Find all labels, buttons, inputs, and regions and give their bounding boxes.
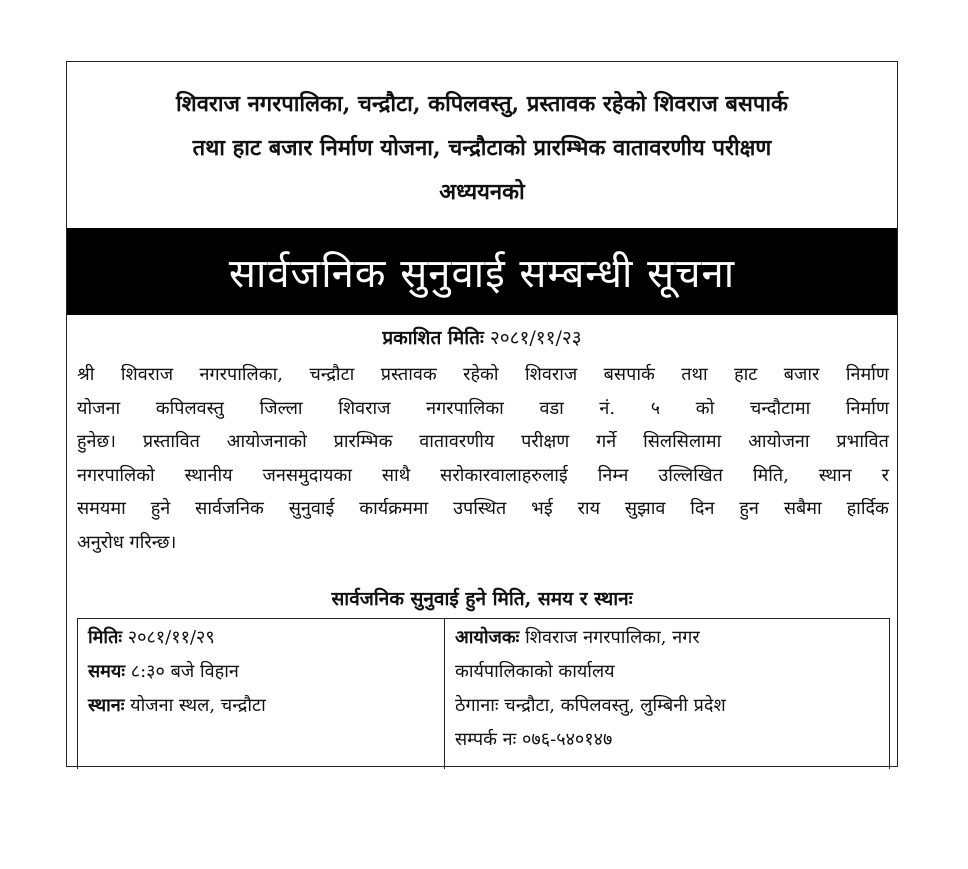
body-word: सुझाव bbox=[624, 498, 666, 519]
body-word: हाट bbox=[734, 364, 758, 385]
hearing-subheading: सार्वजनिक सुनुवाई हुने मिति, समय र स्थानः bbox=[331, 588, 633, 610]
body-word: प्रस्तावक bbox=[380, 364, 437, 385]
body-word: निर्माण bbox=[845, 364, 889, 385]
body-word: स्थान bbox=[818, 464, 852, 486]
hearing-details-table bbox=[77, 618, 890, 769]
place-row bbox=[88, 689, 444, 723]
body-word: हार्दिक bbox=[846, 498, 889, 519]
body-word: निर्माण bbox=[845, 397, 889, 419]
date-row bbox=[88, 621, 444, 655]
public-notice bbox=[66, 61, 898, 767]
contact-row bbox=[455, 723, 889, 757]
body-word: हुने bbox=[150, 498, 171, 519]
body-word: हुनेछ। bbox=[77, 431, 116, 452]
details-left-column bbox=[78, 619, 445, 769]
published-label: प्रकाशित मितिः bbox=[382, 327, 484, 349]
body-word: वडा bbox=[539, 397, 564, 419]
body-word: जनसमुदायका bbox=[262, 464, 352, 486]
body-word: सिलसिलामा bbox=[643, 431, 722, 452]
body-word: नगरपालिका, bbox=[199, 364, 283, 385]
body-word: सबैमा bbox=[783, 498, 822, 519]
body-word: प्रभावित bbox=[836, 431, 889, 452]
body-word: शिवराज bbox=[524, 364, 578, 385]
body-word: मिति, bbox=[752, 464, 789, 486]
banner-title: सार्वजनिक सुनुवाई सम्बन्धी सूचना bbox=[228, 251, 736, 297]
organizer-value-continued: कार्यपालिकाको कार्यालय bbox=[455, 661, 615, 682]
body-word: बसपार्क bbox=[603, 364, 655, 385]
body-word: सरोकारवालाहरुलाई bbox=[440, 464, 568, 486]
published-value: २०८१/११/२३ bbox=[489, 327, 582, 349]
notice-heading bbox=[67, 82, 897, 214]
body-word: सुनुवाई bbox=[288, 498, 335, 519]
body-word: श्री bbox=[77, 364, 95, 385]
body-word: ५ bbox=[650, 397, 661, 419]
date-label: मितिः bbox=[88, 627, 122, 648]
place-value: योजना स्थल, चन्द्रौटा bbox=[130, 695, 266, 716]
body-word: चन्द्रौटा bbox=[309, 364, 355, 385]
body-word: प्रस्तावित bbox=[142, 431, 200, 452]
body-word: आयोजना bbox=[748, 431, 810, 452]
heading-line-2: तथा हाट बजार निर्माण योजना, चन्द्रौटाको प्रारम्भिक वातावरणीय परीक्षण bbox=[192, 135, 772, 161]
body-line bbox=[77, 392, 889, 426]
body-word: कार्यक्रममा bbox=[359, 498, 429, 519]
body-word: समयमा bbox=[77, 498, 126, 519]
body-word: भई bbox=[531, 498, 553, 519]
body-word: बजार bbox=[783, 364, 820, 385]
body-word: गर्ने bbox=[596, 431, 617, 452]
address-label: ठेगानाः bbox=[455, 695, 499, 716]
body-line bbox=[77, 358, 889, 392]
details-right-column bbox=[445, 619, 889, 769]
body-line bbox=[77, 459, 889, 493]
body-word: उपस्थित bbox=[453, 498, 507, 519]
body-word: उल्लिखित bbox=[658, 464, 723, 486]
body-line-last: अनुरोध गरिन्छ। bbox=[77, 531, 177, 553]
organizer-row-continued bbox=[455, 655, 889, 689]
body-word: आयोजनाको bbox=[226, 431, 307, 452]
body-word: परीक्षण bbox=[521, 431, 570, 452]
date-value: २०८१/११/२९ bbox=[127, 627, 215, 648]
body-word: नं. bbox=[599, 397, 616, 419]
organizer-value: शिवराज नगरपालिका, नगर bbox=[525, 627, 700, 648]
body-word: को bbox=[695, 397, 715, 419]
body-word: नगरपालिका bbox=[426, 397, 504, 419]
body-word: हुन bbox=[739, 498, 759, 519]
body-word: प्रारम्भिक bbox=[333, 431, 393, 452]
place-label: स्थानः bbox=[88, 695, 125, 716]
time-row bbox=[88, 655, 444, 689]
heading-line-1: शिवराज नगरपालिका, चन्द्रौटा, कपिलवस्तु, प्रस्तावक रहेको शिवराज बसपार्क bbox=[176, 91, 788, 117]
body-word: साथै bbox=[381, 464, 411, 486]
body-word: दिन bbox=[690, 498, 715, 519]
body-word: रहेको bbox=[463, 364, 499, 385]
body-line bbox=[77, 492, 889, 526]
organizer-label: आयोजकः bbox=[455, 627, 520, 648]
body-word: तथा bbox=[681, 364, 708, 385]
body-line bbox=[77, 425, 889, 459]
address-value: चन्द्रौटा, कपिलवस्तु, लुम्बिनी प्रदेश bbox=[504, 695, 726, 716]
body-word: जिल्ला bbox=[259, 397, 303, 419]
heading-line-3: अध्ययनको bbox=[439, 179, 525, 205]
body-word: वातावरणीय bbox=[419, 431, 495, 452]
body-word: कपिलवस्तु bbox=[155, 397, 224, 419]
body-word: निम्न bbox=[597, 464, 629, 486]
time-label: समयः bbox=[88, 661, 126, 682]
body-word: शिवराज bbox=[338, 397, 391, 419]
time-value: ८:३० बजे विहान bbox=[130, 661, 239, 682]
address-row bbox=[455, 689, 889, 723]
body-word: सार्वजनिक bbox=[195, 498, 264, 519]
contact-value: ०७६-५४०१४७ bbox=[522, 729, 613, 750]
body-word: र bbox=[881, 464, 889, 486]
body-word: नगरपालिको bbox=[77, 464, 155, 486]
organizer-row bbox=[455, 621, 889, 655]
body-word: योजना bbox=[77, 397, 121, 419]
title-banner bbox=[67, 228, 897, 315]
body-word: स्थानीय bbox=[184, 464, 233, 486]
body-word: राय bbox=[577, 498, 601, 519]
notice-body bbox=[77, 358, 889, 559]
body-word: शिवराज bbox=[120, 364, 174, 385]
body-word: चन्दौटामा bbox=[749, 397, 811, 419]
published-date bbox=[67, 323, 897, 353]
contact-label: सम्पर्क नः bbox=[455, 729, 517, 750]
